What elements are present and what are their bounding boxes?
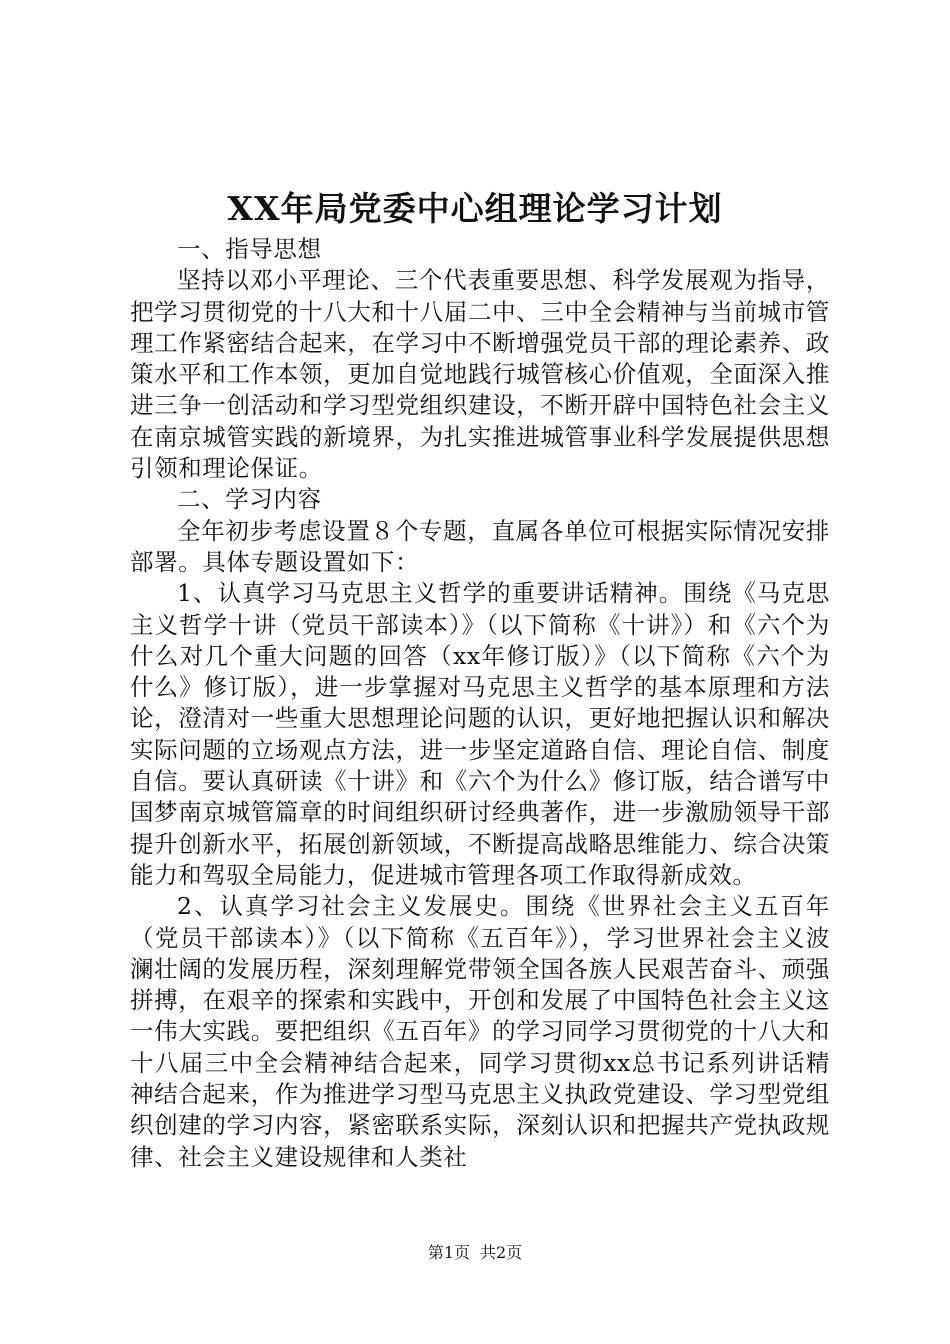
- paragraph-study-content-intro: 全年初步考虑设置８个专题，直属各单位可根据实际情况安排部署。具体专题设置如下：: [130, 516, 830, 576]
- page-number-current: 第1页: [427, 1243, 470, 1262]
- section-heading-guiding-ideology: 一、指导思想: [177, 235, 322, 263]
- document-body: [130, 234, 830, 1173]
- paragraph-topic-1: 1、认真学习马克思主义哲学的重要讲话精神。围绕《马克思主义哲学十讲（党员干部读本）》（以下简称《十讲》）和《六个为什么对几个重大问题的回答（xx年修订版）》（以下简称《六个为什么》修订版），进一步掌握对马克思主义哲学的基本原理和方法论，澄清对一些重大思想理论问题的认识，更好地把握认识和解决实际问题的立场观点方法，进一步坚定道路自信、理论自信、制度自信。要认真研读《十讲》和《六个为什么》修订版，结合谱写中国梦南京城管篇章的时间组织研讨经典著作，进一步激励领导干部提升创新水平，拓展创新领域，不断提高战略思维能力、综合决策能力和驾驭全局能力，促进城市管理各项工作取得新成效。: [130, 579, 830, 889]
- document-title: XX年局党委中心组理论学习计划: [227, 189, 723, 228]
- page-footer: [0, 1243, 950, 1263]
- paragraph-guiding-ideology: 坚持以邓小平理论、三个代表重要思想、科学发展观为指导，把学习贯彻党的十八大和十八届二中、三中全会精神与当前城市管理工作紧密结合起来，在学习中不断增强党员干部的理论素养、政策水平和工作本领，更加自觉地践行城管核心价值观，全面深入推进三争一创活动和学习型党组织建设，不断开辟中国特色社会主义在南京城管实践的新境界，为扎实推进城管事业科学发展提供思想引领和理论保证。: [130, 266, 830, 483]
- paragraph-topic-2: 2、认真学习社会主义发展史。围绕《世界社会主义五百年（党员干部读本）》（以下简称《五百年》），学习世界社会主义波澜壮阔的发展历程，深刻理解党带领全国各族人民艰苦奋斗、顽强拼搏，在艰辛的探索和实践中，开创和发展了中国特色社会主义这一伟大实践。要把组织《五百年》的学习同学习贯彻党的十八大和十八届三中全会精神结合起来，同学习贯彻xx总书记系列讲话精神结合起来，作为推进学习型马克思主义执政党建设、学习型党组织创建的学习内容，紧密联系实际，深刻认识和把握共产党执政规律、社会主义建设规律和人类社: [130, 892, 830, 1171]
- section-heading-study-content: 二、学习内容: [177, 485, 322, 514]
- page-number-total: 共2页: [480, 1243, 523, 1262]
